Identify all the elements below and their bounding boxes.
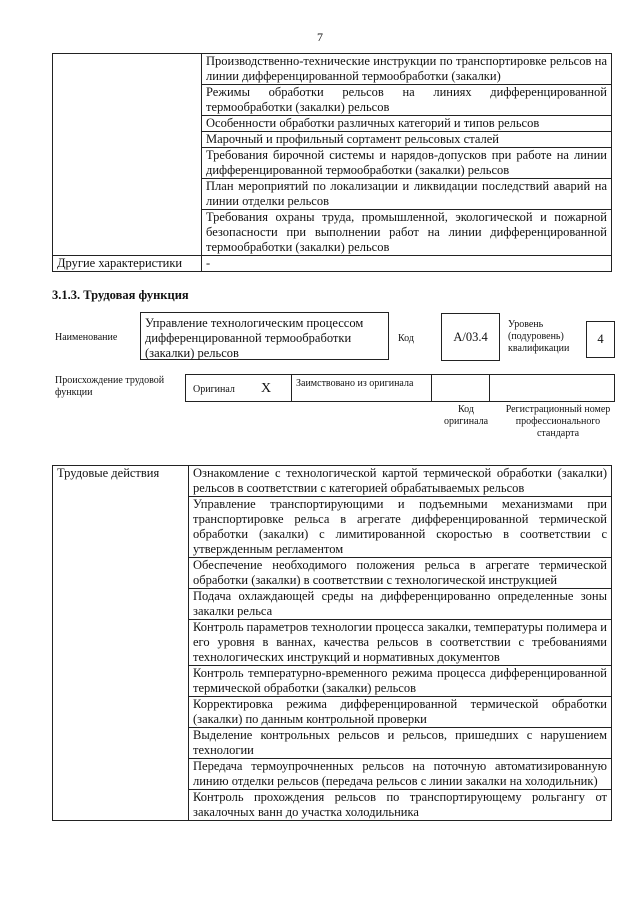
origin-label: Происхождение трудовой функции: [55, 375, 165, 398]
table-cell-empty: [53, 54, 202, 256]
table-cell: Производственно-технические инструкции по транспортировке рельсов на линии дифференцированной термообработки (закалки): [202, 54, 612, 85]
original-mark: X: [261, 381, 272, 396]
table-cell: Особенности обработки различных категорий и типов рельсов: [202, 116, 612, 132]
level-label: Уровень (подуровень) квалификации: [508, 319, 570, 354]
borrowed-label: Заимствовано из оригинала: [296, 378, 414, 389]
original-cell: [185, 374, 292, 402]
table-row: [53, 54, 612, 85]
table-cell: Обеспечение необходимого положения рельса в агрегате термической обработки (закалки) в соответствии с технологической инструкцией: [189, 558, 612, 589]
code-original-label: Код оригинала: [443, 404, 489, 427]
section-title: 3.1.3. Трудовая функция: [52, 288, 189, 302]
original-label: Оригинал: [193, 384, 235, 395]
reg-number-cell: [489, 374, 615, 402]
table-cell: Выделение контрольных рельсов и рельсов, пришедших с нарушением технологии: [189, 728, 612, 759]
table-cell: Управление транспортирующими и подъемными механизмами при транспортировке рельса в агрегате дифференцированной термической обработки (закалки) с лимитированной скоростью в соответствии с утвержденным регламентом: [189, 497, 612, 558]
table-cell: Требования бирочной системы и нарядов-допусков при работе на линии дифференцированной термообработки (закалки) рельсов: [202, 148, 612, 179]
table-row: [53, 466, 612, 497]
table-cell: Контроль параметров технологии процесса закалки, температуры полимера и его уровня в ваннах, качества рельсов в соответствии с требованиями технологических инструкций и нормативных документов: [189, 620, 612, 666]
table-cell: Марочный и профильный сортамент рельсовых сталей: [202, 132, 612, 148]
other-characteristics-label: Другие характеристики: [53, 256, 202, 272]
code-label: Код: [398, 333, 414, 344]
table-cell: Контроль прохождения рельсов по транспортирующему рольгангу от закалочных ванн до участка холодильника: [189, 790, 612, 821]
labor-actions-header: Трудовые действия: [53, 466, 189, 821]
table-cell: Контроль температурно-временного режима процесса дифференцированной термической обработки (закалки) рельсов: [189, 666, 612, 697]
code-value-box: A/03.4: [441, 313, 500, 361]
table-cell: План мероприятий по локализации и ликвидации последствий аварий на линии отделки рельсов: [202, 179, 612, 210]
knowledge-table: [52, 53, 612, 272]
function-name-box: Управление технологическим процессом дифференцированной термообработки (закалки) рельсов: [140, 312, 389, 360]
borrowed-cell: [291, 374, 432, 402]
table-cell: Ознакомление с технологической картой термической обработки (закалки) рельсов в соответствии с категорией обрабатываемых рельсов: [189, 466, 612, 497]
other-characteristics-value: -: [202, 256, 612, 272]
table-cell: Режимы обработки рельсов на линиях дифференцированной термообработки (закалки) рельсов: [202, 85, 612, 116]
table-cell: Корректировка режима дифференцированной термической обработки (закалки) по данным контрольной проверки: [189, 697, 612, 728]
table-cell: Требования охраны труда, промышленной, экологической и пожарной безопасности при выполнении работ на линии дифференцированной термообработки (закалки) рельсов: [202, 210, 612, 256]
level-value-box: 4: [586, 321, 615, 358]
table-cell: Передача термоупрочненных рельсов на поточную автоматизированную линию отделки рельсов (передача рельсов с линии закалки на холодильник): [189, 759, 612, 790]
table-row: [53, 256, 612, 272]
page-number: 7: [317, 30, 323, 44]
table-cell: Подача охлаждающей среды на дифференцированно определенные зоны закалки рельса: [189, 589, 612, 620]
code-original-cell: [431, 374, 490, 402]
reg-number-label: Регистрационный номер профессионального стандарта: [505, 404, 611, 439]
labor-actions-table: [52, 465, 612, 821]
name-label: Наименование: [55, 332, 118, 343]
